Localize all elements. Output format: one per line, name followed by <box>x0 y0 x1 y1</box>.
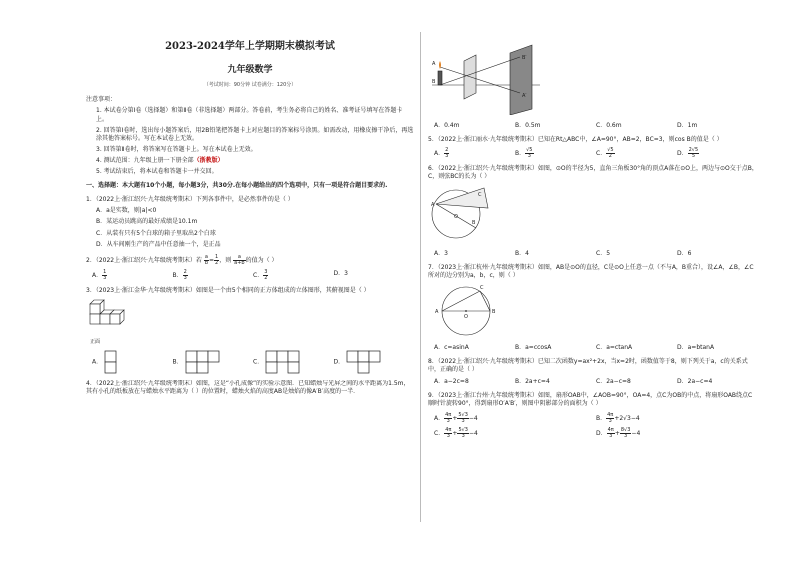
svg-text:A: A <box>432 61 436 67</box>
question-2-option-a <box>92 270 173 281</box>
question-6-stem: 6．（2022上·浙江绍兴·九年级统考期末）如图，⊙O的半径为5，直角三角板30°角的顶点A落在⊙O上，两边与⊙O交于点B，C，则弦BC的长为（ ） <box>428 165 758 181</box>
question-5-option-d-label: D． <box>677 150 688 158</box>
svg-text:O: O <box>464 313 468 320</box>
question-1-option-a: A．a是实数，则|a|<0 <box>96 207 157 215</box>
question-2-option-c <box>253 270 334 281</box>
svg-text:B: B <box>432 79 436 85</box>
question-2-stem-end: 的值为（ ） <box>245 256 278 264</box>
pinhole-diagram <box>428 43 548 115</box>
fraction-4pi-over-3-d: $\frac{4\pi}{3}$ <box>607 426 614 439</box>
question-2-option-b-label: B． <box>172 271 183 279</box>
question-3-option-a <box>92 350 173 374</box>
option-c-shape <box>265 350 301 374</box>
question-5-option-c-label: C． <box>596 150 607 158</box>
question-9-option-a: A． $\frac{4\pi}{3}$ + $\frac{5√3}{3}$ −4 <box>434 411 478 424</box>
question-5-option-a <box>434 148 515 159</box>
question-4-options <box>428 122 758 130</box>
exam-title: 2023-2024学年上学期期末模拟考试 <box>165 41 335 52</box>
question-9-options <box>428 413 758 439</box>
fraction-4pi-over-3: $\frac{4\pi}{3}$ <box>445 411 452 424</box>
question-4-start <box>86 380 414 398</box>
fraction-5root3-over-3: $\frac{5√3}{3}$ <box>458 411 468 424</box>
cube-figure <box>86 298 414 346</box>
question-8 <box>428 358 758 386</box>
question-8-option-c: C．2a−c=8 <box>596 378 631 386</box>
question-4-stem-part1: 4．（2022上·浙江绍兴·九年级统考期末）如图，这是“小孔成像”的实验示意图．已知蜡烛与光屏之间的水平距离为1.5m，其有小孔的纸板放在与蜡烛水平距离为（ ）的位置时，蜡烛火焰的高度AB是烛焰的像A′B′高度的一半． <box>86 379 410 395</box>
svg-text:B′: B′ <box>522 55 527 61</box>
question-7 <box>428 264 758 352</box>
svg-text:A: A <box>431 202 435 209</box>
fraction-3-over-2: $\frac{3}{2}$ <box>264 268 268 281</box>
note-1: 1. 本试卷分第Ⅰ卷（选择题）和第Ⅱ卷（非选择题）两部分。答卷前，考生务必将自己的姓名、准考证号填写在答题卡上。 <box>96 107 403 123</box>
question-3-option-d-label: D． <box>333 358 345 366</box>
svg-text:B: B <box>472 220 476 227</box>
question-7-stem: 7．（2023上·浙江杭州·九年级统考期末）如图，AB是⊙O的直径，C是⊙O上任意一点（不与A，B重合），设∠A，∠B，∠C所对的边分别为a，b，c，则（ ） <box>428 263 754 279</box>
question-9-option-d-label: D． <box>596 429 607 437</box>
question-7-options <box>428 344 758 352</box>
question-2-stem-post: ，则 <box>219 256 232 264</box>
question-1-option-b: B．某运动员跳高的最好成绩是10.1m <box>96 218 198 226</box>
question-9-option-b-label: B． <box>596 414 607 422</box>
question-4-option-a: A．0.4m <box>434 122 460 130</box>
question-4-option-d: D．1m <box>677 122 698 130</box>
svg-text:A′: A′ <box>522 93 527 99</box>
question-8-option-a: A．a−2c=8 <box>434 378 469 386</box>
question-6-figure <box>428 184 758 245</box>
question-5-option-c <box>596 148 677 159</box>
svg-text:C: C <box>478 192 482 199</box>
question-8-option-d: D．2a−c=4 <box>677 378 713 386</box>
question-9 <box>428 392 758 438</box>
question-5-options <box>428 148 758 159</box>
section-1-heading: 一、选择题：本大题有10个小题，每小题3分，共30分.在每小题给出的四个选项中，只有一项是符合题目要求的. <box>86 182 388 190</box>
question-5 <box>428 136 758 159</box>
question-6-option-a: A．3 <box>434 249 448 257</box>
question-8-option-b: B．2a+c=4 <box>515 378 550 386</box>
fraction-2-over-3: $\frac{2}{3}$ <box>183 268 187 281</box>
left-column <box>86 36 414 398</box>
question-6-option-b: B．4 <box>515 249 529 257</box>
question-2-stem-pre: 2．（2022上·浙江绍兴·九年级统考期末）若 <box>86 256 202 264</box>
question-7-option-d: D．a=btanA <box>677 343 715 351</box>
exam-subtitle: 九年级数学 <box>227 64 273 75</box>
question-3-stem: 3．（2023上·浙江金华·九年级统考期末）如图是一个由5个相同的正方体组成的立体图形，其俯视图是（ ） <box>86 286 370 294</box>
option-b-shape <box>185 350 221 374</box>
question-1-stem: 1．（2022上·浙江绍兴·九年级统考期末）下列各事件中，是必然事件的是（ ） <box>86 196 294 204</box>
question-2-option-c-label: C． <box>253 271 264 279</box>
question-7-figure <box>428 283 758 340</box>
front-label: 正面 <box>90 338 101 345</box>
question-9-option-a-label: A． <box>434 414 445 422</box>
fraction-8root3-over-3: $\frac{8√3}{3}$ <box>620 426 631 439</box>
question-3-option-c-label: C． <box>253 358 264 366</box>
question-2 <box>86 255 414 281</box>
question-9-option-b: B． $\frac{4\pi}{3}$ +2√3−4 <box>596 411 640 424</box>
question-3-option-a-label: A． <box>92 358 103 366</box>
question-8-stem: 8．（2022上·浙江绍兴·九年级统考期末）已知二次函数y=ax²+2x，当x=2时，函数值等于8，则下列关于a，c的关系式中，正确的是（ ） <box>428 358 748 374</box>
fraction-a-over-a-plus-b: $\frac{a}{a+b}$ <box>234 253 245 266</box>
fraction-root5-over-2: $\frac{√5}{2}$ <box>607 147 614 160</box>
question-3-option-b <box>173 350 254 374</box>
question-2-option-d: D．3 <box>333 269 348 277</box>
fraction-2root5-over-5: $\frac{2√5}{5}$ <box>688 147 699 160</box>
question-6-option-c: C．5 <box>596 249 611 257</box>
question-3 <box>86 287 414 374</box>
svg-text:A: A <box>435 308 439 315</box>
question-7-option-b: B．a=ccosA <box>515 343 552 351</box>
svg-text:B: B <box>492 308 496 315</box>
question-3-option-d <box>334 350 415 374</box>
question-5-option-a-label: A． <box>434 150 445 158</box>
question-5-option-b <box>515 148 596 159</box>
note-5: 5. 考试结束后，将本试卷和答题卡一并交回。 <box>96 168 218 176</box>
fraction-root5-over-3: $\frac{√5}{3}$ <box>526 147 533 160</box>
question-5-option-b-label: B． <box>515 150 526 158</box>
question-8-options <box>428 378 758 386</box>
right-column <box>428 40 758 439</box>
note-4 <box>86 157 414 165</box>
question-2-options <box>86 270 414 281</box>
question-5-stem: 5．（2022上·浙江丽水·九年级统考期末）已知在Rt△ABC中，∠A=90°，AB=2，BC=3，则cos B的值是（ ） <box>428 136 723 144</box>
note-4-text: 4. 测试范围：九年级上册一下册全部 <box>96 156 194 164</box>
question-4-figure <box>428 43 758 118</box>
scope-tag: （浙教版） <box>193 156 224 164</box>
question-1-option-d: D．从车间刚生产的产品中任意抽一个，是正品 <box>96 240 221 248</box>
fraction-5root3-over-3-c: $\frac{5√3}{3}$ <box>458 426 468 439</box>
diameter-circle-diagram <box>428 283 508 337</box>
question-2-stem: 2．（2022上·浙江绍兴·九年级统考期末）若 $\frac{a}{b}$ = $\frac{1}{2}$ ，则 $\frac{a}{a+b}$ 的值为（ ） <box>86 253 278 266</box>
flame-icon <box>439 61 441 69</box>
question-9-option-c-label: C． <box>434 429 445 437</box>
fraction-2-over-3-b: $\frac{2}{3}$ <box>445 147 449 160</box>
cube-solid-diagram <box>86 298 146 336</box>
question-9-stem: 9．（2023上·浙江台州·九年级统考期末）如图，扇形OAB中，∠AOB=90°，OA=4，点C为OB的中点，将扇形OAB绕点C顺时针旋转90°，得到扇形O′A′B′，则图中阴影部分的面积为（ ） <box>428 392 753 408</box>
question-6-option-d: D．6 <box>677 249 692 257</box>
note-2: 2. 回答第Ⅰ卷时，选出每小题答案后，用2B铅笔把答题卡上对应题目的答案标号涂黑。如需改动，用橡皮擦干净后，再选涂其他答案标号。写在本试卷上无效。 <box>96 126 414 142</box>
question-2-option-b <box>173 270 254 281</box>
fraction-1-over-3: $\frac{1}{3}$ <box>103 268 107 281</box>
question-7-option-c: C．a=ctanA <box>596 343 633 351</box>
fraction-a-over-b: $\frac{a}{b}$ <box>204 253 209 266</box>
svg-text:O: O <box>454 214 458 221</box>
question-1-option-c: C．从装有只有5个白球的箱子里取出2个白球 <box>96 229 216 237</box>
question-9-option-d: D． $\frac{4\pi}{3}$ + $\frac{8√3}{3}$ −4 <box>596 426 641 439</box>
question-6 <box>428 165 758 257</box>
question-3-option-c <box>253 350 334 374</box>
question-9-option-c: C． $\frac{4\pi}{3}$ + $\frac{5√3}{3}$ −4 <box>434 426 478 439</box>
note-3: 3. 回答第Ⅱ卷时，将答案写在答题卡上。写在本试卷上无效。 <box>96 145 257 153</box>
notes-heading: 注意事项： <box>86 96 117 104</box>
question-5-option-d <box>677 148 758 159</box>
question-3-options <box>86 350 414 374</box>
fraction-4pi-over-3-b: $\frac{4\pi}{3}$ <box>607 411 614 424</box>
question-7-option-a: A．c=asinA <box>434 343 469 351</box>
svg-text:C: C <box>480 284 484 291</box>
option-a-shape <box>104 350 118 374</box>
question-2-option-a-label: A． <box>92 271 103 279</box>
circle-triangle-diagram <box>428 184 508 242</box>
column-divider <box>420 32 421 522</box>
question-1 <box>86 196 414 248</box>
question-3-option-b-label: B． <box>172 358 183 366</box>
question-6-options <box>428 250 758 258</box>
fraction-1-over-2: $\frac{1}{2}$ <box>215 253 219 266</box>
fraction-4pi-over-3-c: $\frac{4\pi}{3}$ <box>445 426 452 439</box>
exam-meta: （考试时间：90分钟 试卷满分：120分） <box>203 81 297 88</box>
question-4-option-b: B．0.5m <box>515 122 541 130</box>
question-4-option-c: C．0.6m <box>596 122 622 130</box>
option-d-shape <box>346 350 382 374</box>
